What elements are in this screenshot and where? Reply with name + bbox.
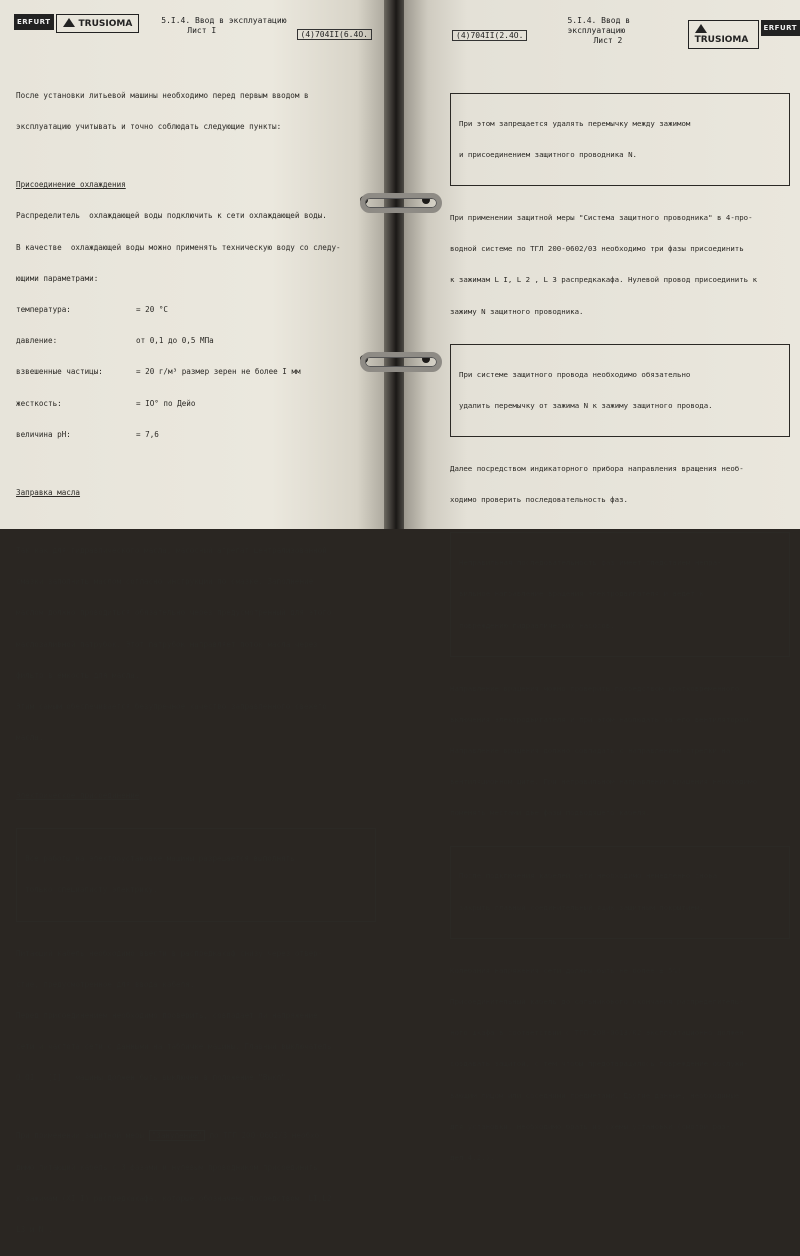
notice-box bbox=[450, 846, 790, 939]
warning-line: Все работы на электроустановке машины разрешается выполнять bbox=[25, 854, 367, 864]
oil-line: маслозаливной патрубок. Этот патрубок направляет поток масла через bbox=[16, 640, 376, 650]
electric-heading: Электрическое присоединение bbox=[16, 791, 376, 801]
notice-line: Неправильная последовательность фаз имеет следствием непра- bbox=[459, 558, 781, 568]
body-line: вающим лицом или соседними предметами. Другие данные, необходимые bbox=[450, 1091, 790, 1101]
body-line: ного шкафа в соответствии с ТГЛ 200-0613/02 эксплуатационно должен bbox=[450, 1028, 790, 1038]
body-line: включения электродвигателя и при этом наблюдать за его вентилятором. bbox=[450, 715, 790, 725]
notice-line: повреждению гидравлических насосов. bbox=[459, 621, 781, 631]
oil-line: Этим самым обеспечивается безупречное качество заправленного свежего bbox=[16, 702, 376, 712]
body-line: Колебания напряжения сети должны быть не более ± 5%! bbox=[450, 966, 790, 976]
right-body bbox=[450, 66, 790, 1184]
notice-line: При этом запрещается удалять перемычку между зажимом bbox=[459, 119, 781, 129]
triangle-logo-icon bbox=[695, 24, 707, 33]
notice-box bbox=[450, 344, 790, 437]
left-body bbox=[16, 70, 376, 1256]
binder-spine bbox=[384, 0, 406, 529]
body-line: Направление вращения можно проверить посредством кратковременного bbox=[450, 684, 790, 694]
param-row: жесткость: = IO° по Дейо bbox=[16, 399, 376, 409]
oil-line: масла. bbox=[16, 733, 376, 743]
left-section-block bbox=[161, 16, 286, 36]
param-row: взвешенные частицы: = 20 г/м³ размер зерен не более I мм bbox=[16, 367, 376, 377]
triangle-logo-icon bbox=[63, 18, 75, 27]
cooling-line: В качестве охлаждающей воды можно применять техническую воду со следу- bbox=[16, 243, 376, 253]
notice-line: закрыть главный соединительный ящик защитным покрытием. bbox=[459, 903, 781, 913]
notice-line: При системе защитного провода необходимо обязательно bbox=[459, 370, 781, 380]
electric-line: L3 и N . bbox=[16, 1225, 376, 1235]
notice-line: и присоединением защитного проводника N. bbox=[459, 150, 781, 160]
body-line: дел 4.2.). bbox=[450, 1153, 790, 1163]
param-row: величина рН: = 7,6 bbox=[16, 430, 376, 440]
trusioma-logo-text: TRUSIOMA bbox=[695, 35, 749, 45]
body-line: зажиму N защитного проводника. bbox=[450, 307, 790, 317]
notice-line: вильное направление вращения электродвигателя и ведет к bbox=[459, 589, 781, 599]
cooling-line: Распределитель охлаждающей воды подключить к сети охлаждающей воды. bbox=[16, 211, 376, 221]
electric-line: Питающий кабель необходимо ввести в распредкакаф снизу через отвер- bbox=[16, 949, 376, 959]
intro-line: После установки литьевой машины необходимо перед первым вводом в bbox=[16, 91, 376, 101]
electric-line: Q OI [I] машины должен быть выключен в положение "Выкл". bbox=[16, 1073, 376, 1083]
body-line: к зажимам L I, L 2 , L 3 распредкакафа. Нулевой провод присоединить к bbox=[450, 275, 790, 285]
binder-ring bbox=[360, 352, 442, 372]
erfurt-logo: ERFURT bbox=[14, 14, 54, 30]
body-line: При применении защитной меры "Система защитного проводника" в 4-про- bbox=[450, 213, 790, 223]
electric-line: Перед присоединением необходимо проверить, совпадает ли напряжение bbox=[16, 1011, 376, 1021]
left-section-title: 5.I.4. Ввод в эксплуатацию bbox=[161, 16, 286, 26]
left-page bbox=[0, 0, 388, 529]
electric-line: стие, предусмотренное для ввода кабеля. bbox=[16, 980, 376, 990]
warning-line: только специалисту электрику. bbox=[25, 885, 367, 895]
body-line: Присоединительный кабель до сальникового окончания распределитель- bbox=[450, 997, 790, 1007]
cooling-line: ющими параметрами: bbox=[16, 274, 376, 284]
electric-line: При применении защитной меры "Зануление" по ТГЛ 200-0602/3 необхо- bbox=[16, 1131, 376, 1141]
left-sheet-number: Лист I bbox=[161, 26, 286, 36]
left-header bbox=[14, 14, 372, 40]
right-header bbox=[452, 14, 800, 49]
grounding-term-box: "Зануление" bbox=[149, 1130, 205, 1141]
body-line: Направление вращения должно совпадать с направлением стрелки на bbox=[450, 746, 790, 756]
oil-line: смазки заполнить маслом согласно инструкции по смазке. Заполнение bbox=[16, 577, 376, 587]
electric-line: сети и частота сети с данными на табличке машины. Главный выключатель bbox=[16, 1042, 376, 1052]
warning-box bbox=[16, 828, 376, 921]
trusioma-logo-text: TRUSIOMA bbox=[79, 19, 133, 29]
notice-box bbox=[450, 532, 790, 656]
body-line: для установки, необходимо брать из схемы установки (смотри раз- bbox=[450, 1122, 790, 1132]
oil-line: маслом должно проводиться обязательно через предусмотренный для этого bbox=[16, 608, 376, 618]
body-line: создавать защитой, с тем чтобы предотвращалось повреждение обслужи- bbox=[450, 1059, 790, 1069]
document-photo bbox=[0, 0, 800, 529]
right-section-block bbox=[567, 16, 669, 46]
body-line: водной системе по ТГЛ 200-0602/03 необходимо три фазы присоединить bbox=[450, 244, 790, 254]
cooling-heading: Присоединение охлаждения bbox=[16, 180, 376, 190]
param-row: температура: = 20 °C bbox=[16, 305, 376, 315]
right-sheet-number: Лист 2 bbox=[567, 36, 669, 46]
notice-line: удалить перемычку от зажима N к зажиму защитного провода. bbox=[459, 401, 781, 411]
trusioma-logo bbox=[56, 14, 140, 33]
right-page bbox=[404, 0, 800, 529]
body-line: ходимо проверить последовательность фаз. bbox=[450, 495, 790, 505]
notice-box bbox=[450, 93, 790, 186]
right-doc-code: (4)704II(2.4O. bbox=[452, 30, 527, 41]
electric-line: к зажимам (XI I) распредкакафа, которые обозначены посредством LI,L2 bbox=[16, 1194, 376, 1204]
body-line: Далее посредством индикаторного прибора направления вращения необ- bbox=[450, 464, 790, 474]
binder-ring bbox=[360, 193, 442, 213]
param-row: давление: от 0,1 до 0,5 МПа bbox=[16, 336, 376, 346]
erfurt-logo: ERFURT bbox=[761, 20, 800, 36]
oil-line: фильтр в ёмкость для масла. bbox=[16, 671, 376, 681]
right-section-title: 5.I.4. Ввод в эксплуатацию bbox=[567, 16, 669, 36]
trusioma-logo bbox=[688, 20, 759, 49]
left-doc-code: (4)704II(6.4O. bbox=[297, 29, 372, 40]
oil-line: Так как для гидравлического масла, масосный агрегат централизованной bbox=[16, 546, 376, 556]
electric-line: димо питающий кабель с 3 фазами и нулевым проводником присоединить bbox=[16, 1163, 376, 1173]
oil-heading: Заправка масла bbox=[16, 488, 376, 498]
body-line: поменять местами две фазы подводящего кабеля. bbox=[450, 808, 790, 818]
body-line: вентиляционном щите. При неправильном направлении вращения необходимо bbox=[450, 777, 790, 787]
intro-line: эксплуатацию учитывать и точно соблюдать следующие пункты: bbox=[16, 122, 376, 132]
notice-line: После подключения кабелей сети необходимо немедленно снова bbox=[459, 871, 781, 881]
